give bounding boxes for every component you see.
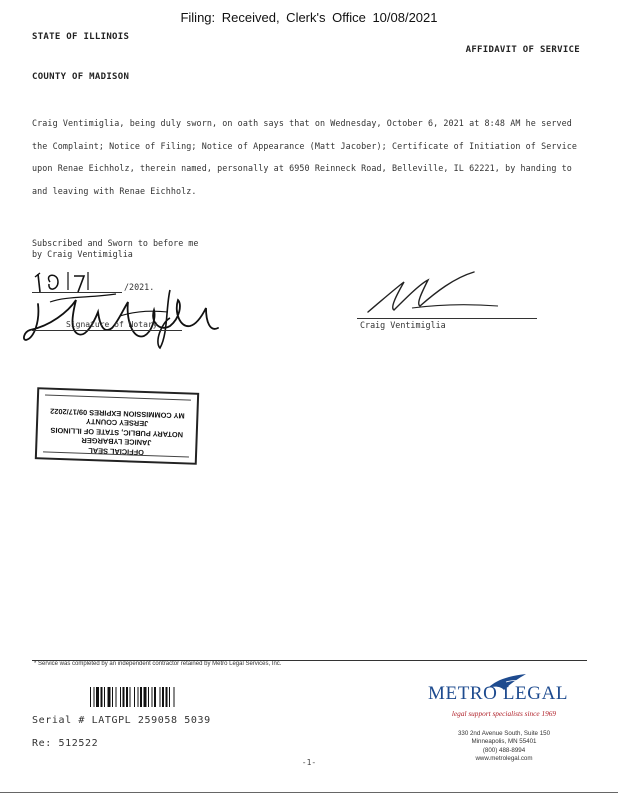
document-title: AFFIDAVIT OF SERVICE — [465, 45, 580, 55]
company-address-block — [448, 730, 560, 764]
company-website: www.metrolegal.com — [475, 755, 533, 763]
company-phone: (800) 488-8994 — [482, 746, 526, 754]
county-heading: COUNTY OF MADISON — [32, 72, 130, 82]
serial-number: Serial # LATGPL 259058 5039 — [32, 715, 211, 726]
reference-number: Re: 512522 — [32, 738, 99, 749]
company-logo-wordmark: METRO LEGAL — [428, 683, 569, 704]
jurat-block — [32, 238, 198, 259]
footer-contractor-note: * Service was completed by an independent contractor retained by Metro Legal Services, Inc. — [34, 661, 282, 667]
notary-signature-line — [32, 330, 182, 331]
notary-seal-stamp — [35, 387, 199, 465]
affiant-signature-line — [357, 318, 537, 319]
page-number: -1- — [301, 758, 317, 767]
filing-stamp-header: Filing: Received, Clerk's Office 10/08/2021 — [180, 10, 438, 25]
seal-line-county: JERSEY COUNTY — [85, 417, 149, 429]
jurat-line-2: by Craig Ventimiglia — [32, 248, 133, 259]
address-line-1: 330 2nd Avenue South, Suite 150 — [457, 730, 551, 737]
seal-line-official: OFFICIAL SEAL — [88, 446, 145, 457]
address-line-2: Minneapolis, MN 55401 — [471, 738, 537, 746]
affiant-name-label: Craig Ventimiglia — [360, 320, 446, 330]
affiant-signature-image — [362, 268, 502, 320]
date-year-suffix: /2021. — [124, 282, 155, 292]
notary-signature-image — [20, 282, 230, 354]
company-tagline: legal support specialists since 1969 — [451, 709, 557, 718]
affidavit-body-text: Craig Ventimiglia, being duly sworn, on oath says that on Wednesday, October 6, 2021 at 8:48 AM he served the Complaint; Notice of Filing; Notice of Appearance (Matt Jacober); Certificate of Initiation of Service upon Renae Eichholz, therein named, personally at 6950 Reinneck Road, Belleville, IL 62221, by handing to and leaving with Renae Eichholz. — [32, 118, 578, 196]
seal-line-expires: MY COMMISSION EXPIRES 09/17/2022 — [50, 406, 185, 421]
state-heading: STATE OF ILLINOIS — [32, 32, 130, 42]
seal-line-notary: NOTARY PUBLIC, STATE OF ILLINOIS — [50, 425, 184, 440]
jurat-line-1: Subscribed and Sworn to before me — [32, 238, 199, 248]
notary-signature-label: Signature of Notary — [66, 320, 158, 329]
barcode-image — [90, 687, 210, 707]
seal-line-name: JANICE LYBARGER — [81, 436, 152, 448]
page-bottom-edge — [0, 792, 618, 793]
